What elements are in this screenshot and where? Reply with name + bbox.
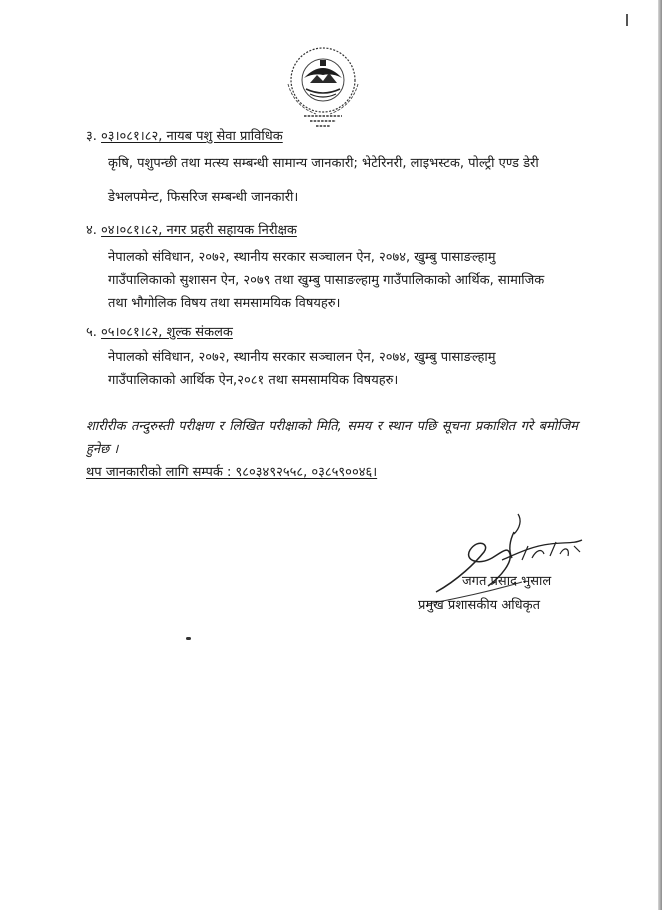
section-3-body (108, 152, 574, 209)
body-line: गाउँपालिकाको आर्थिक ऐन,२०८१ तथा समसामयिक विषयहरु। (108, 373, 399, 388)
municipality-seal-icon (270, 44, 376, 128)
body-line: तथा भौगोलिक विषय तथा समसामयिक विषयहरु। (108, 296, 341, 311)
exam-schedule-note: शारीरीक तन्दुरुस्ती परीक्षण र लिखित परीक्षाको मिति, समय र स्थान पछि सूचना प्रकाशित गरे बमोजिम हुनेछ । (86, 419, 578, 457)
section-heading: ४. ०४।०८१।८२, नगर प्रहरी सहायक निरीक्षक (86, 223, 297, 238)
section-5-body (108, 346, 574, 392)
body-line: नेपालको संविधान, २०७२, स्थानीय सरकार सञ्चालन ऐन, २०७४, खुम्बु पासाङल्हामु (108, 350, 496, 365)
section-3 (86, 126, 586, 144)
body-line: कृषि, पशुपन्छी तथा मत्स्य सम्बन्धी सामान्य जानकारी; भेटेरिनरी, लाइभस्टक, पोल्ट्री एण्ड डेरी (108, 156, 539, 171)
signatory-name: जगत प्रसाद भुसाल (462, 574, 552, 589)
scan-mark (626, 14, 628, 26)
scan-edge (658, 0, 662, 910)
section-4-body (108, 246, 574, 315)
scan-speck (186, 637, 191, 640)
body-line: डेभलपमेन्ट, फिसरिज सम्बन्धी जानकारी। (108, 190, 299, 205)
signatory-title: प्रमुख प्रशासकीय अधिकृत (418, 598, 541, 613)
body-line: गाउँपालिकाको सुशासन ऐन, २०७९ तथा खुम्बु पासाङल्हामु गाउँपालिकाको आर्थिक, सामाजिक (108, 273, 545, 288)
section-5 (86, 322, 586, 340)
section-heading: ३. ०३।०८१।८२, नायब पशु सेवा प्राविधिक (86, 129, 283, 144)
contact-line: थप जानकारीको लागि सम्पर्क : ९८०३४९२५५८, ०३८५९००४६। (86, 465, 378, 480)
section-heading: ५. ०५।०८१।८२, शुल्क संकलक (86, 325, 233, 340)
body-line: नेपालको संविधान, २०७२, स्थानीय सरकार सञ्चालन ऐन, २०७४, खुम्बु पासाङल्हामु (108, 250, 496, 265)
section-4 (86, 220, 586, 238)
